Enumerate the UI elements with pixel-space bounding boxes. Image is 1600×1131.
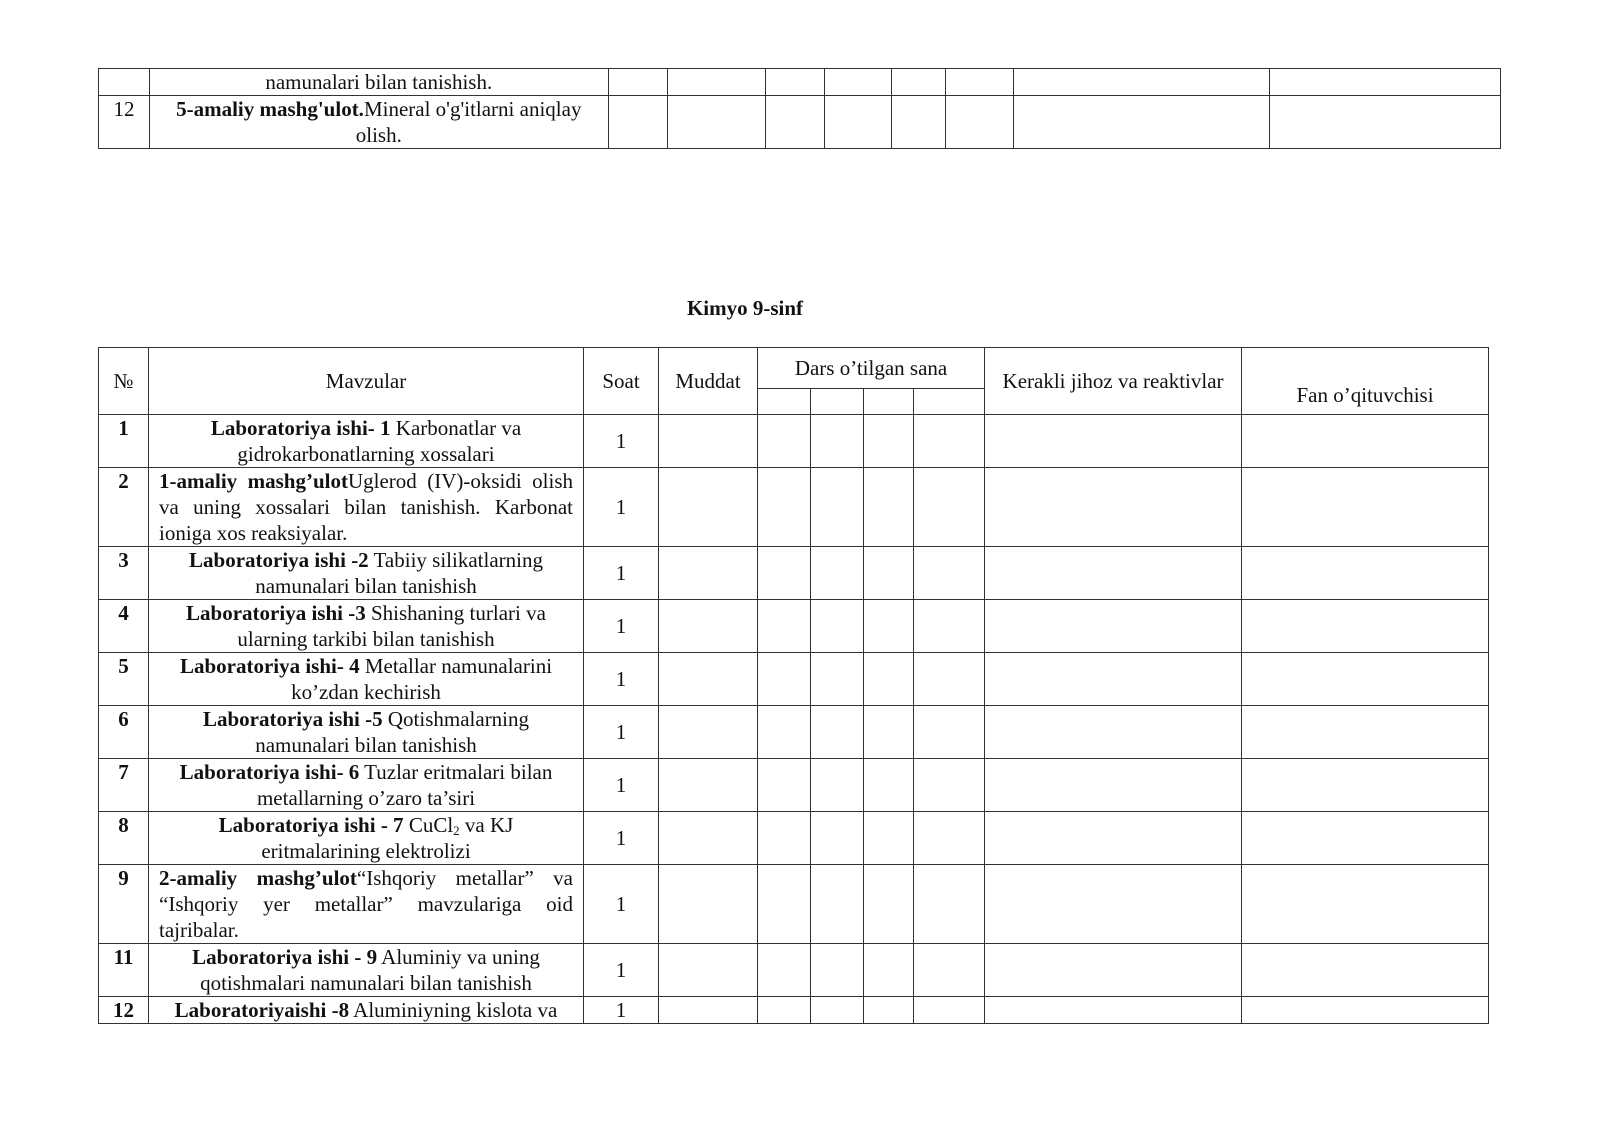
topic-text: Tuzlar eritmalari bilan metallarning o’zaro ta’siri	[256, 760, 553, 810]
header-number: №	[99, 348, 149, 415]
topic-text: Karbonatlar va gidrokarbonatlarning xossalari	[237, 416, 522, 466]
hours-cell: 1	[584, 812, 659, 865]
topic-text: namunalari bilan tanishish.	[265, 70, 493, 94]
topic-bold: Laboratoriya ishi -2	[189, 548, 369, 572]
empty-cell	[667, 96, 765, 149]
topic-bold: Laboratoriya ishi -5	[202, 707, 383, 731]
topic-bold: 5-amaliy mashg'ulot.	[176, 97, 364, 121]
topic-bold: Laboratoriya ishi - 7	[218, 813, 404, 837]
empty-cell	[765, 96, 824, 149]
header-date-taught: Dars o’tilgan sana	[758, 348, 985, 389]
topic-text: Qotishmalarning namunalari bilan tanishish	[255, 707, 530, 757]
topic-bold: 2-amaliy mashg’ulot	[159, 866, 357, 890]
empty-cell	[946, 69, 1013, 96]
hours-cell: 1	[584, 600, 659, 653]
topic-cell	[149, 600, 584, 653]
row-number: 1	[99, 415, 149, 468]
empty-cell	[1270, 96, 1501, 149]
empty-cell	[765, 69, 824, 96]
topic-cell	[150, 69, 608, 96]
topic-bold: Laboratoriya ishi - 9	[192, 945, 378, 969]
row-number: 9	[99, 865, 149, 944]
hours-cell: 1	[584, 653, 659, 706]
topic-cell	[149, 759, 584, 812]
empty-cell	[824, 96, 891, 149]
empty-cell	[667, 69, 765, 96]
topic-text: Aluminiyning kislota va	[349, 998, 558, 1022]
hours-cell: 1	[584, 468, 659, 547]
topic-cell	[149, 812, 584, 865]
row-number: 12	[99, 997, 149, 1024]
empty-cell	[892, 69, 946, 96]
subscript: 2	[453, 823, 460, 838]
topic-cell	[149, 706, 584, 759]
date-subcolumn	[758, 389, 811, 415]
header-row	[99, 348, 1489, 389]
hours-cell: 1	[584, 706, 659, 759]
table-row	[99, 69, 1501, 96]
table-row	[99, 997, 1489, 1024]
table-row	[99, 547, 1489, 600]
header-teacher: Fan o’qituvchisi	[1242, 348, 1489, 415]
empty-cell	[824, 69, 891, 96]
date-subcolumn	[864, 389, 914, 415]
topic-bold: 1-amaliy mashg’ulot	[159, 469, 348, 493]
empty-cell	[1013, 69, 1269, 96]
row-number: 11	[99, 944, 149, 997]
topic-cell	[149, 547, 584, 600]
hours-cell: 1	[584, 865, 659, 944]
empty-cell	[946, 96, 1013, 149]
table-row	[99, 600, 1489, 653]
topic-text: Tabiiy silikatlarning namunalari bilan tanishish	[255, 548, 543, 598]
header-deadline: Muddat	[659, 348, 758, 415]
hours-cell: 1	[584, 944, 659, 997]
table-row	[99, 865, 1489, 944]
header-topics: Mavzular	[149, 348, 584, 415]
topic-bold: Laboratoriyaishi -8	[174, 998, 350, 1022]
row-number: 6	[99, 706, 149, 759]
topic-bold: Laboratoriya ishi- 6	[179, 760, 360, 784]
table-row	[99, 944, 1489, 997]
topic-text: “Ishqoriy metallar” va “Ishqoriy yer metallar” mavzulariga oid tajribalar.	[159, 866, 574, 942]
empty-cell	[1270, 69, 1501, 96]
row-number: 3	[99, 547, 149, 600]
topic-text: CuCl	[403, 813, 454, 837]
table-row	[99, 706, 1489, 759]
topic-cell	[149, 468, 584, 547]
table-row	[99, 812, 1489, 865]
table-row	[99, 759, 1489, 812]
row-number	[99, 69, 150, 96]
empty-cell	[1013, 96, 1269, 149]
topic-cell	[150, 96, 608, 149]
topic-cell	[149, 997, 584, 1024]
hours-cell: 1	[584, 415, 659, 468]
topic-cell	[149, 415, 584, 468]
hours-cell: 1	[584, 547, 659, 600]
row-number: 7	[99, 759, 149, 812]
empty-cell	[608, 69, 667, 96]
topic-text: Mineral o'g'itlarni aniqlay olish.	[355, 97, 582, 147]
hours-cell: 1	[584, 997, 659, 1024]
lesson-plan-table	[98, 347, 1489, 1024]
topic-text: Aluminiy va uning qotishmalari namunalari bilan tanishish	[200, 945, 540, 995]
hours-cell: 1	[584, 759, 659, 812]
empty-cell	[608, 96, 667, 149]
row-number: 12	[99, 96, 150, 149]
topic-cell	[149, 944, 584, 997]
table-row	[99, 653, 1489, 706]
empty-cell	[892, 96, 946, 149]
section-heading: Kimyo 9-sinf	[686, 296, 804, 320]
topic-text: Uglerod (IV)-oksidi olish va uning xossalari bilan tanishish. Karbonat ioniga xos reaksiyalar.	[159, 469, 573, 545]
topic-bold: Laboratoriya ishi -3	[186, 601, 366, 625]
table-row	[99, 468, 1489, 547]
topic-text: va KJ eritmalarining elektrolizi	[261, 813, 514, 863]
table-row	[99, 415, 1489, 468]
date-subcolumn	[914, 389, 985, 415]
date-subcolumn	[811, 389, 864, 415]
header-hours: Soat	[584, 348, 659, 415]
table-row	[99, 96, 1501, 149]
row-number: 2	[99, 468, 149, 547]
topic-text: Shishaning turlari va ularning tarkibi bilan tanishish	[237, 601, 546, 651]
previous-table-continuation	[98, 68, 1501, 149]
topic-cell	[149, 865, 584, 944]
row-number: 8	[99, 812, 149, 865]
row-number: 4	[99, 600, 149, 653]
topic-cell	[149, 653, 584, 706]
topic-bold: Laboratoriya ishi- 4	[179, 654, 360, 678]
row-number: 5	[99, 653, 149, 706]
header-equipment: Kerakli jihoz va reaktivlar	[985, 348, 1242, 415]
topic-text: Metallar namunalarini ko’zdan kechirish	[291, 654, 553, 704]
topic-bold: Laboratoriya ishi- 1	[210, 416, 391, 440]
